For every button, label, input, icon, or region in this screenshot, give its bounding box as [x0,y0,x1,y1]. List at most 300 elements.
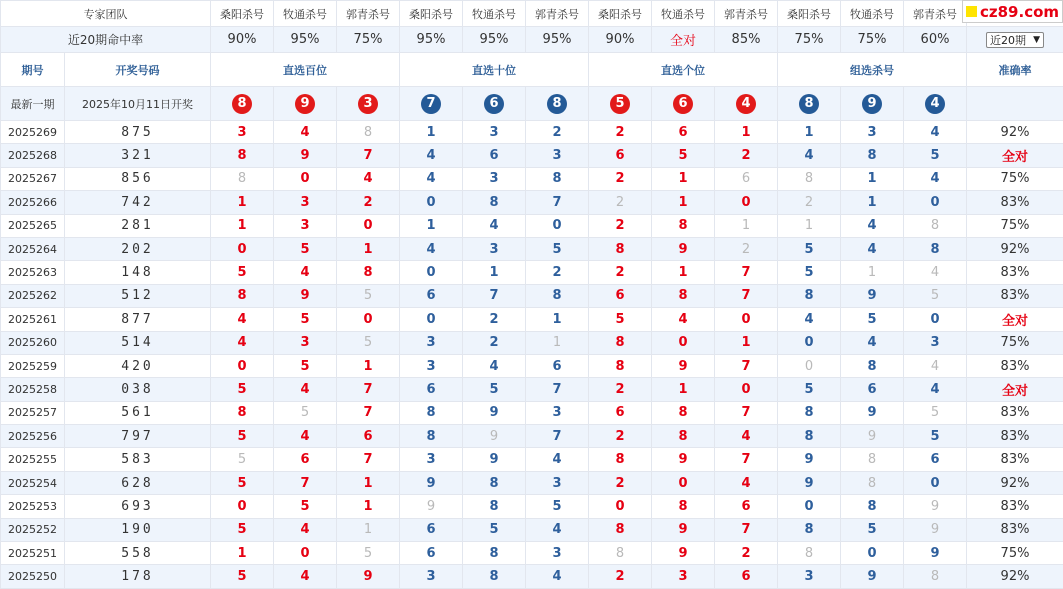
accuracy-value: 83% [967,425,1063,448]
accuracy-header: 准确率 [967,53,1063,87]
kill-number: 1 [778,121,841,144]
kill-number: 0 [526,214,589,237]
period-select-cell [967,27,1063,53]
kill-number: 3 [463,121,526,144]
latest-ball-cell [211,87,274,121]
kill-number: 4 [274,261,337,284]
kill-number: 4 [274,121,337,144]
kill-number: 1 [463,261,526,284]
draw-numbers: 321 [65,144,211,167]
draw-numbers: 742 [65,191,211,214]
draw-numbers: 583 [65,448,211,471]
period-id: 2025257 [1,401,65,424]
kill-number: 6 [400,378,463,401]
kill-number: 9 [463,425,526,448]
accuracy-value: 75% [967,167,1063,190]
latest-ball-cell [589,87,652,121]
kill-number: 0 [652,471,715,494]
accuracy-value: 83% [967,495,1063,518]
kill-number: 9 [904,518,967,541]
accuracy-value: 92% [967,121,1063,144]
period-id: 2025262 [1,284,65,307]
draw-numbers: 558 [65,542,211,565]
kill-number: 2 [589,378,652,401]
kill-number: 2 [715,237,778,260]
kill-number: 6 [526,354,589,377]
table-row [1,565,1063,588]
expert-name: 牧通杀号 [463,1,526,27]
expert-name: 桑阳杀号 [778,1,841,27]
accuracy-value: 83% [967,284,1063,307]
number-ball: 8 [232,94,252,114]
accuracy-value: 全对 [967,378,1063,401]
kill-number: 8 [589,237,652,260]
latest-ball-cell [400,87,463,121]
accuracy-value: 92% [967,237,1063,260]
kill-number: 1 [715,214,778,237]
numbers-header: 开奖号码 [65,53,211,87]
kill-number: 3 [526,401,589,424]
kill-number: 6 [589,401,652,424]
kill-number: 7 [526,425,589,448]
kill-number: 9 [463,448,526,471]
kill-number: 4 [778,308,841,331]
table-row [1,308,1063,331]
kill-number: 6 [715,167,778,190]
kill-number: 2 [715,144,778,167]
kill-number: 5 [211,471,274,494]
kill-number: 5 [841,308,904,331]
kill-number: 8 [211,401,274,424]
kill-number: 7 [715,448,778,471]
table-row [1,167,1063,190]
kill-number: 7 [715,261,778,284]
table-row [1,471,1063,494]
kill-number: 8 [652,284,715,307]
draw-numbers: 178 [65,565,211,588]
latest-date: 2025年10月11日开奖 [65,87,211,121]
kill-number: 9 [652,448,715,471]
period-select[interactable]: 近20期 ▼ [986,32,1044,48]
kill-number: 8 [904,565,967,588]
kill-number: 1 [337,495,400,518]
kill-number: 9 [841,284,904,307]
kill-number: 4 [463,354,526,377]
accuracy-value: 75% [967,214,1063,237]
kill-number: 1 [211,191,274,214]
number-ball: 6 [484,94,504,114]
draw-numbers: 148 [65,261,211,284]
period-id: 2025258 [1,378,65,401]
kill-number: 0 [904,471,967,494]
hit-rate: 75% [337,27,400,53]
kill-number: 8 [463,471,526,494]
kill-number: 8 [400,401,463,424]
draw-numbers: 190 [65,518,211,541]
accuracy-value: 92% [967,565,1063,588]
kill-number: 1 [211,542,274,565]
kill-number: 8 [337,121,400,144]
kill-number: 6 [715,495,778,518]
hit-rate: 85% [715,27,778,53]
kill-number: 3 [400,354,463,377]
kill-number: 5 [337,542,400,565]
kill-number: 4 [274,425,337,448]
kill-number: 8 [778,167,841,190]
kill-number: 0 [715,378,778,401]
table-row [1,331,1063,354]
kill-number: 1 [337,354,400,377]
kill-number: 4 [211,308,274,331]
draw-numbers: 797 [65,425,211,448]
kill-number: 5 [589,308,652,331]
logo-square-icon [966,6,977,17]
kill-number: 1 [778,214,841,237]
column-header-row [1,53,1063,87]
latest-ball-cell [526,87,589,121]
kill-number: 2 [715,542,778,565]
kill-number: 1 [652,261,715,284]
accuracy-value: 全对 [967,144,1063,167]
kill-number: 5 [211,448,274,471]
kill-number: 8 [589,354,652,377]
kill-number: 4 [841,214,904,237]
kill-number: 3 [778,565,841,588]
number-ball: 9 [295,94,315,114]
kill-number: 2 [526,261,589,284]
expert-name: 郭青杀号 [337,1,400,27]
kill-number: 0 [778,331,841,354]
kill-number: 4 [211,331,274,354]
number-ball: 6 [673,94,693,114]
expert-name: 桑阳杀号 [400,1,463,27]
kill-number: 4 [652,308,715,331]
kill-number: 6 [400,518,463,541]
kill-number: 7 [463,284,526,307]
kill-number: 4 [778,144,841,167]
kill-number: 2 [778,191,841,214]
kill-number: 4 [463,214,526,237]
chevron-down-icon: ▼ [1033,35,1040,45]
accuracy-value: 83% [967,518,1063,541]
kill-number: 4 [400,237,463,260]
draw-numbers: 512 [65,284,211,307]
kill-number: 5 [526,237,589,260]
kill-number: 5 [211,565,274,588]
kill-number: 6 [841,378,904,401]
kill-number: 5 [337,331,400,354]
kill-number: 9 [337,565,400,588]
kill-number: 8 [778,518,841,541]
kill-number: 6 [400,542,463,565]
kill-number: 1 [337,518,400,541]
hit-rate: 60% [904,27,967,53]
table-row [1,284,1063,307]
accuracy-value: 83% [967,448,1063,471]
kill-number: 0 [778,354,841,377]
hit-rate: 95% [526,27,589,53]
kill-number: 7 [337,378,400,401]
kill-number: 8 [841,495,904,518]
period-id: 2025266 [1,191,65,214]
period-id: 2025260 [1,331,65,354]
kill-number: 3 [274,191,337,214]
table-row [1,448,1063,471]
kill-number: 8 [211,284,274,307]
kill-number: 5 [778,378,841,401]
latest-ball-cell [274,87,337,121]
kill-number: 3 [526,471,589,494]
team-label: 专家团队 [1,1,211,27]
kill-number: 4 [274,565,337,588]
draw-numbers: 202 [65,237,211,260]
kill-number: 2 [589,565,652,588]
expert-name: 桑阳杀号 [589,1,652,27]
period-id: 2025259 [1,354,65,377]
kill-number: 5 [274,401,337,424]
kill-number: 9 [652,542,715,565]
kill-number: 5 [463,378,526,401]
draw-numbers: 628 [65,471,211,494]
group-header-combo: 组选杀号 [778,53,967,87]
logo-text: cz89.com [980,3,1059,21]
kill-number: 8 [904,214,967,237]
kill-number: 9 [841,401,904,424]
kill-number: 8 [778,401,841,424]
kill-number: 1 [715,331,778,354]
hit-rate: 95% [274,27,337,53]
period-id: 2025253 [1,495,65,518]
kill-number: 5 [904,425,967,448]
group-header-hundreds: 直选百位 [211,53,400,87]
kill-number: 3 [400,565,463,588]
kill-number: 5 [841,518,904,541]
latest-ball-cell [652,87,715,121]
kill-number: 5 [778,237,841,260]
kill-number: 4 [526,518,589,541]
kill-number: 1 [211,214,274,237]
kill-number: 8 [778,425,841,448]
kill-number: 4 [526,565,589,588]
kill-number: 0 [589,495,652,518]
table-row [1,425,1063,448]
kill-number: 6 [274,448,337,471]
kill-number: 1 [400,121,463,144]
period-id: 2025265 [1,214,65,237]
kill-number: 8 [211,144,274,167]
hit-rate: 95% [400,27,463,53]
kill-number: 6 [715,565,778,588]
table-row [1,542,1063,565]
kill-number: 1 [652,167,715,190]
kill-number: 4 [904,261,967,284]
kill-number: 3 [211,121,274,144]
kill-number: 9 [652,354,715,377]
kill-number: 8 [463,495,526,518]
kill-number: 8 [652,401,715,424]
accuracy-value: 83% [967,191,1063,214]
expert-name: 郭青杀号 [904,1,967,27]
kill-number: 3 [526,144,589,167]
kill-number: 5 [274,495,337,518]
kill-number: 4 [337,167,400,190]
kill-number: 5 [337,284,400,307]
kill-number: 9 [274,144,337,167]
hit-rate: 90% [589,27,652,53]
kill-number: 4 [841,331,904,354]
kill-number: 8 [652,425,715,448]
draw-numbers: 875 [65,121,211,144]
kill-number: 8 [589,518,652,541]
kill-number: 4 [904,167,967,190]
kill-number: 5 [778,261,841,284]
kill-number: 1 [337,471,400,494]
period-id: 2025269 [1,121,65,144]
kill-number: 2 [526,121,589,144]
kill-number: 1 [652,378,715,401]
hit-rate: 75% [778,27,841,53]
kill-number: 0 [337,308,400,331]
kill-number: 8 [652,495,715,518]
kill-number: 0 [400,308,463,331]
draw-numbers: 561 [65,401,211,424]
table-row [1,401,1063,424]
draw-numbers: 281 [65,214,211,237]
kill-number: 8 [211,167,274,190]
kill-number: 8 [526,167,589,190]
table-row [1,378,1063,401]
kill-number: 8 [841,354,904,377]
kill-number: 9 [778,448,841,471]
hit-rate: 全对 [652,27,715,53]
kill-number: 7 [715,284,778,307]
kill-number: 9 [652,518,715,541]
kill-number: 4 [715,425,778,448]
latest-label: 最新一期 [1,87,65,121]
kill-number: 0 [841,542,904,565]
latest-ball-cell [337,87,400,121]
kill-number: 9 [652,237,715,260]
kill-number: 0 [211,495,274,518]
kill-number: 2 [589,167,652,190]
kill-number: 8 [526,284,589,307]
table-row [1,191,1063,214]
expert-name: 郭青杀号 [715,1,778,27]
period-header: 期号 [1,53,65,87]
expert-name: 牧通杀号 [652,1,715,27]
kill-number: 5 [463,518,526,541]
kill-number: 2 [589,425,652,448]
period-id: 2025267 [1,167,65,190]
kill-number: 5 [211,378,274,401]
kill-number: 0 [211,354,274,377]
table-row [1,121,1063,144]
kill-number: 4 [274,378,337,401]
expert-name: 牧通杀号 [841,1,904,27]
table-row [1,495,1063,518]
kill-number: 7 [337,401,400,424]
accuracy-value: 83% [967,354,1063,377]
kill-number: 0 [904,191,967,214]
kill-number: 6 [337,425,400,448]
kill-number: 0 [274,167,337,190]
table-row [1,144,1063,167]
kill-number: 7 [715,401,778,424]
kill-number: 6 [652,121,715,144]
period-id: 2025255 [1,448,65,471]
accuracy-value: 83% [967,261,1063,284]
kill-number: 8 [841,144,904,167]
latest-ball-cell [904,87,967,121]
kill-number: 3 [274,214,337,237]
site-logo[interactable] [962,0,1063,23]
kill-number: 6 [904,448,967,471]
table-row [1,237,1063,260]
kill-number: 0 [715,308,778,331]
kill-number: 4 [400,144,463,167]
accuracy-value: 92% [967,471,1063,494]
kill-number: 1 [400,214,463,237]
kill-number: 3 [841,121,904,144]
table-row [1,518,1063,541]
accuracy-value: 83% [967,401,1063,424]
expert-name: 牧通杀号 [274,1,337,27]
group-header-units: 直选个位 [589,53,778,87]
kill-number: 4 [526,448,589,471]
latest-ball-cell [841,87,904,121]
kill-number: 8 [841,471,904,494]
kill-number: 1 [337,237,400,260]
hit-rate-label: 近20期命中率 [1,27,211,53]
kill-number: 4 [274,518,337,541]
kill-number: 3 [526,542,589,565]
kill-number: 8 [463,542,526,565]
latest-ball-cell [778,87,841,121]
kill-number: 7 [526,191,589,214]
latest-row [1,87,1063,121]
period-id: 2025252 [1,518,65,541]
kill-number: 9 [841,425,904,448]
kill-number: 2 [589,191,652,214]
kill-number: 1 [841,261,904,284]
draw-numbers: 514 [65,331,211,354]
kill-number: 8 [904,237,967,260]
period-id: 2025254 [1,471,65,494]
kill-number: 3 [274,331,337,354]
number-ball: 9 [862,94,882,114]
kill-number: 9 [904,495,967,518]
kill-number: 8 [589,542,652,565]
kill-number: 9 [778,471,841,494]
kill-number: 0 [778,495,841,518]
kill-number: 8 [463,191,526,214]
kill-number: 1 [715,121,778,144]
period-id: 2025251 [1,542,65,565]
kill-number: 3 [400,331,463,354]
table-row [1,354,1063,377]
kill-number: 0 [400,191,463,214]
kill-number: 1 [841,191,904,214]
kill-number: 5 [211,518,274,541]
kill-number: 5 [904,284,967,307]
latest-empty [967,87,1063,121]
latest-ball-cell [463,87,526,121]
kill-number: 0 [715,191,778,214]
draw-numbers: 038 [65,378,211,401]
kill-number: 9 [463,401,526,424]
kill-number: 8 [589,331,652,354]
number-ball: 4 [736,94,756,114]
